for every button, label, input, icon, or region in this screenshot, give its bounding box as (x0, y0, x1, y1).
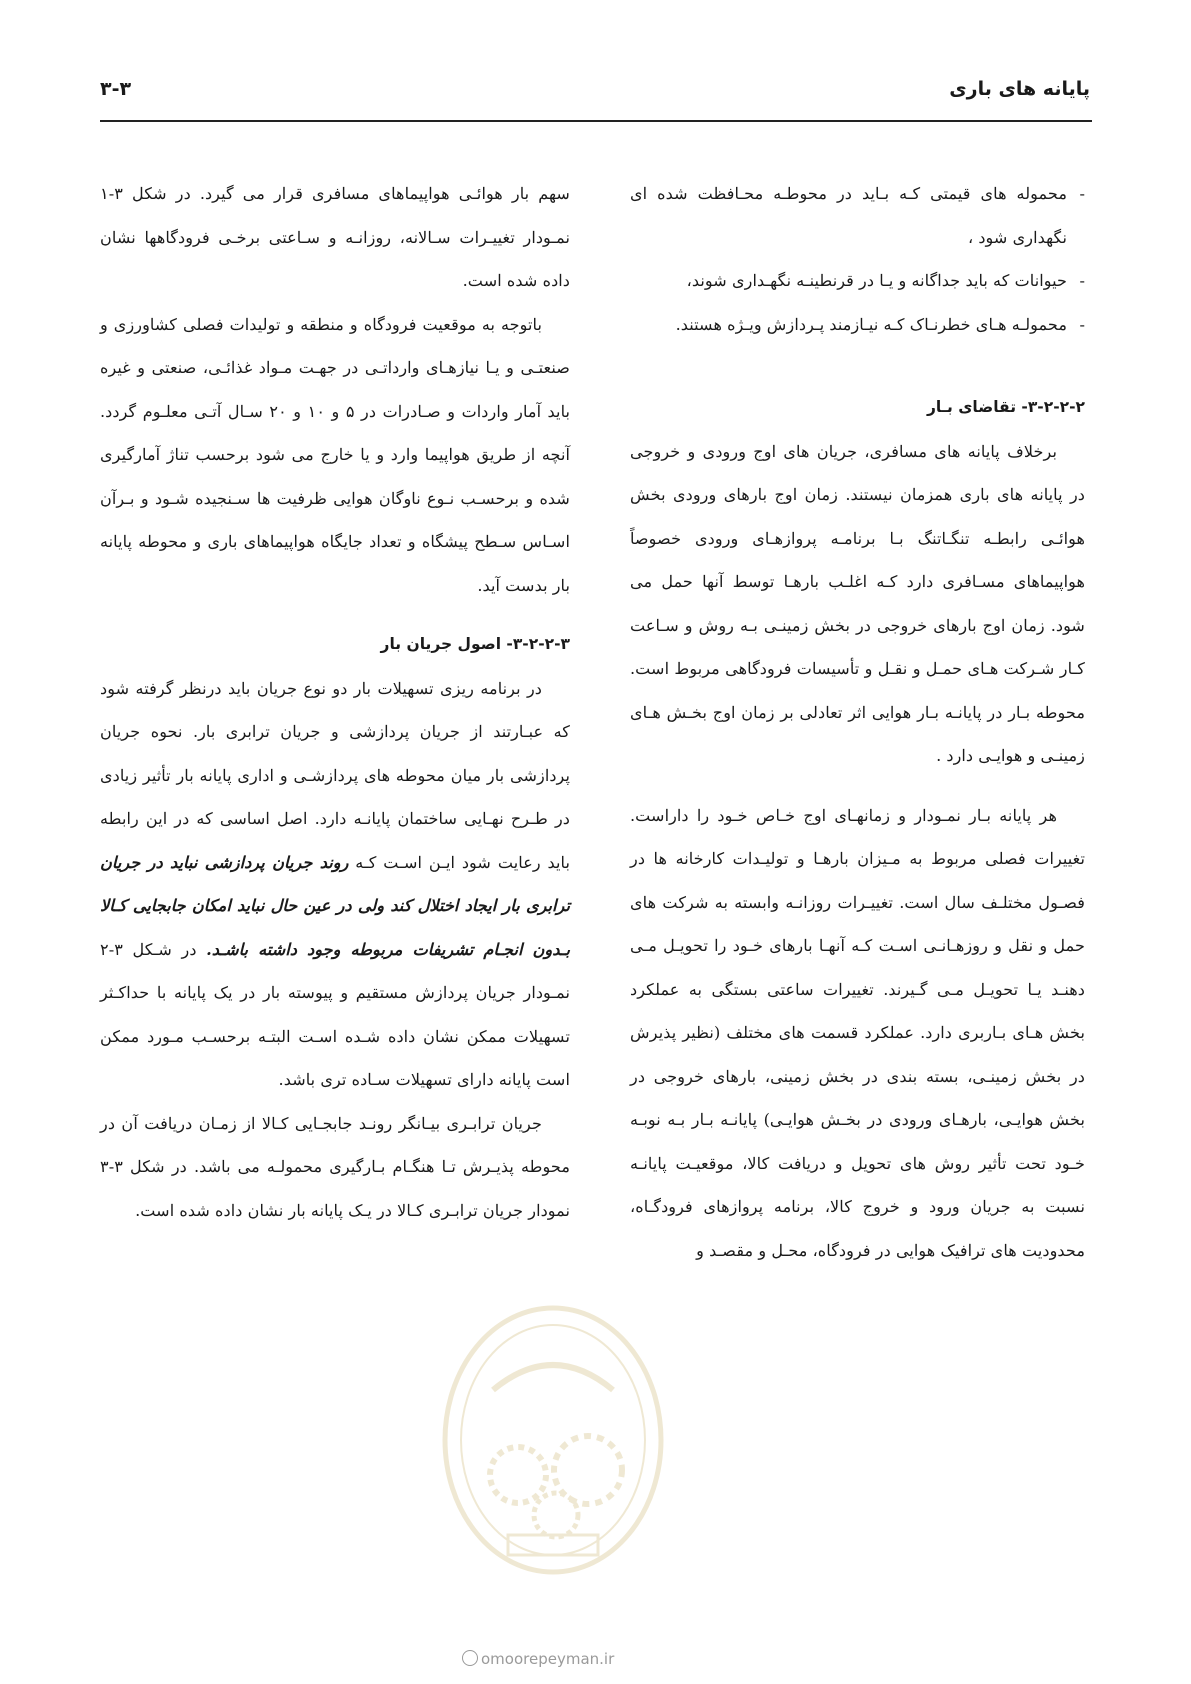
page-header (100, 78, 1090, 114)
bullet-item: - حیوانات که باید جداگانه و یـا در قرنطینـه نگهـداری شوند، (630, 259, 1085, 303)
site-watermark: omoorepeyman.ir (462, 1650, 614, 1668)
body-paragraph: جریان ترابـری بیـانگر رونـد جابجـایی کـالا از زمـان دریافت آن در محوطه پذیـرش تـا هنگـام بـارگیری محمولـه می باشد. در شکل ۳-۳ نمودار جریان ترابـری کـالا در یـک پایانه بار نشان داده شده است. (100, 1113, 570, 1220)
emphasized-text: روند جریان پردازشی نباید در جریان ترابری بار ایجاد اختلال کند ولی در عین حال نباید امکان جابجایی کـالا بـدون انجـام تشریفات مربوطه وجود داشته باشـد. (100, 852, 570, 959)
publisher-stamp-icon (438, 1300, 668, 1580)
page-number: ۳-۳ (100, 78, 132, 100)
section-heading: ۳-۲-۲-۳- اصول جریان بار (380, 635, 570, 653)
right-column (630, 172, 1085, 1272)
body-paragraph: باتوجه به موقعیت فرودگاه و منطقه و تولیدات فصلی کشاورزی و صنعتـی و یـا نیازهـای وارداتـی در جهـت مـواد غذائـی، صنعتی و غیره باید آمار واردات و صـادرات در ۵ و ۱۰ و ۲۰ سـال آتـی معلـوم گردد. آنچه از طریق هواپیما وارد و یا خارج می شود برحسب تناژ آمارگیری شده و برحسـب نـوع ناوگان هوایی ظرفیت ها سـنجیده شـود و بـرآن اسـاس سـطح پیشگاه و تعداد جایگاه هواپیماهای باری و محوطه پایانه بار بدست آید. (100, 314, 571, 595)
bullet-item: - محمولـه هـای خطرنـاک کـه نیـازمند پـردازش ویـژه هستند. (630, 303, 1085, 347)
body-paragraph: در برنامه ریزی تسهیلات بار دو نوع جریان باید درنظر گرفته شود که عبـارتند از جریان پردازشی و جریان ترابری بار. نحوه جریان پردازشی بار میان محوطه های پردازشـی و اداری پایانه بار تأثیر زیادی در طـرح نهـایی ساختمان پایانـه دارد. اصل اساسی که در این رابطه باید رعایت شود ایـن اسـت کـه روند جریان پردازشی نباید در جریان ترابری بار ایجاد اختلال کند ولی در عین حال نباید امکان جابجایی کـالا بـدون انجـام تشریفات مربوطه وجود داشته باشـد. در شـکل ۳-۲ نمـودار جریان پردازش مستقیم و پیوسته بار در یک پایانه با حداکـثر تسهیلات ممکن نشان داده شـده اسـت البتـه برحسـب مـورد ممکن است پایانه دارای تسهیلات سـاده تری باشد. (100, 678, 570, 1089)
bullet-item: - محموله های قیمتی کـه بـاید در محوطـه محـافظت شده ای نگهداری شود ، (630, 172, 1085, 259)
dash-bullet-icon: - (1079, 184, 1085, 203)
body-paragraph: سهم بار هوائـی هواپیماهای مسافری قرار می گیرد. در شکل ۳-۱ نمـودار تغییـرات سـالانه، روزانـه و سـاعتی برخـی فرودگاهها نشان داده شده است. (100, 184, 570, 290)
dash-bullet-icon: - (1079, 271, 1085, 290)
running-title: پایانه های باری (949, 78, 1090, 100)
body-paragraph: برخلاف پایانه های مسافری، جریان های اوج ورودی و خروجی در پایانه های باری همزمان نیستند. زمان اوج بارهای ورودی بخش هوائـی رابطـه تنگـاتنگ بـا برنامـه پروازهـای ورودی خصوصاً هواپیماهای مسـافری دارد کـه اغلـب بارهـا توسط آنها حمل می شود. زمان اوج بارهای خروجی در بخش زمینـی بـه روش و سـاعت کـار شـرکت هـای حمـل و نقـل و تأسیسات فرودگاهی مربوط است. محوطه بـار در پایانـه بـار هوایی اثر تعادلی بر زمان اوج بخـش هـای زمینـی و هوایـی دارد . (630, 441, 1085, 765)
section-heading: ۳-۲-۲-۲- تقاضای بـار (926, 398, 1085, 416)
header-rule (100, 120, 1092, 122)
dash-bullet-icon: - (1079, 314, 1085, 334)
left-column (100, 172, 570, 1232)
at-symbol-icon (462, 1650, 478, 1666)
body-paragraph: هر پایانه بـار نمـودار و زمانهـای اوج خـاص خـود را داراست. تغییرات فصلی مربوط به مـیزان بارهـا و تولیـدات کارخانه ها در فصـول مختلـف سال است. تغییـرات روزانـه وابسته به شرکت های حمل و نقل و روزهـانـی اسـت کـه آنهـا بارهای خـود را تحویـل مـی دهنـد یـا تحویـل مـی گـیرند. تغییرات ساعتی بستگی به عملکرد بخش هـای بـاربری دارد. عملکرد قسمت های مختلف (نظیر پذیرش در بخش زمینـی، بسته بندی در بخش زمینی، بارهای خروجی در بخش هوایـی، بارهـای ورودی در بخـش هوایـی) پایانـه بـار بـه نوبـه خـود تحت تأثیر روش های تحویل و دریافت کالا، موقعیـت پایانـه نسبت به جریان ورود و خروج کالا، برنامه پروازهای فرودگـاه، محدودیت های ترافیک هوایی در فرودگاه، محـل و مقصـد و (630, 805, 1085, 1260)
